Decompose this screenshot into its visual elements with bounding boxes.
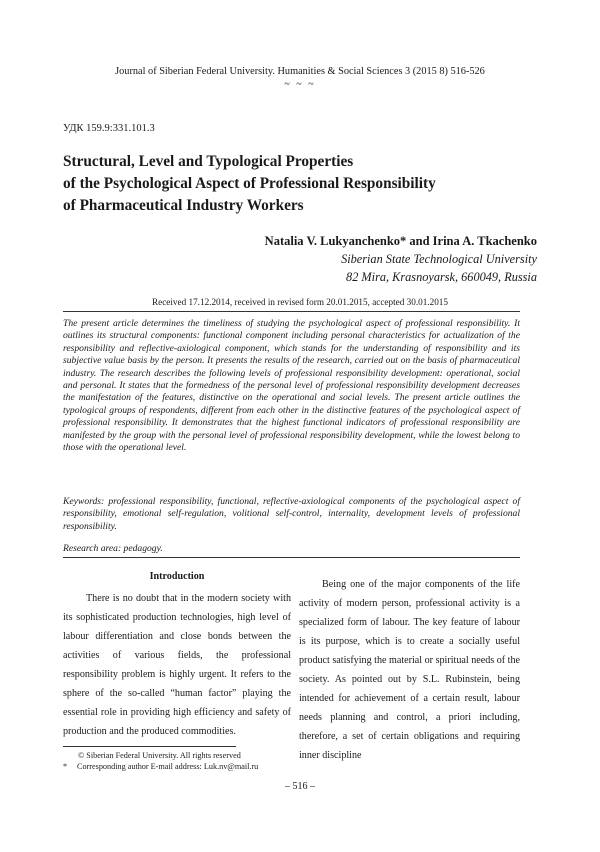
affiliation-address: 82 Mira, Krasnoyarsk, 660049, Russia — [346, 270, 537, 284]
corresponding-footnote — [63, 762, 258, 771]
right-column-paragraph: Being one of the major components of the life activity of modern person, professional activity is a specialized form of labour. The key feature of labour is its purpose, which is to create a socially useful product satisfying the material or spiritual needs of the society. As pointed out by S.L. Rubinstein, being intended for achievement of a certain result, labour needs planning and control, a priori including, therefore, a set of certain obligations and requiring inner discipline — [299, 579, 520, 761]
right-column — [299, 575, 520, 765]
copyright-footnote: © Siberian Federal University. All rights reserved — [78, 751, 241, 760]
journal-header: Journal of Siberian Federal University. Humanities & Social Sciences 3 (2015 8) 516-526 — [115, 66, 485, 77]
keywords: Keywords: professional responsibility, functional, reflective-axiological components of the psychological aspect of responsibility, emotional self-regulation, volitional self-control, internality, development levels of professional responsibility. — [63, 496, 520, 532]
article-title — [63, 151, 543, 217]
corresponding-email: Corresponding author E-mail address: Luk.nv@mail.ru — [77, 762, 259, 771]
footnote-star: * — [63, 762, 68, 771]
abstract-bottom-rule — [63, 557, 520, 558]
received-dates: Received 17.12.2014, received in revised form 20.01.2015, accepted 30.01.2015 — [152, 297, 448, 307]
abstract: The present article determines the timeliness of studying the psychological aspect of professional responsibility. It outlines its structural components: functional component including personal characteristics for actualization of the responsibility and reflective-axiological component, which stands for the understanding of responsibility and its subjective value basis by the person. It presents the results of the research, carried out on the basis of pharmaceutical industry. The research describes the following levels of professional responsibility development: operational, social and personal. It states that the formedness of the personal level of professional responsibility development decreases the manifestation of the features, distinctive on the operational and social levels. The present article outlines the typological groups of respondents, different from each other in the distinctive features of the psychological aspect of professional responsibility. It demonstrates that the highest functional indicators of professional responsibility are manifested by the group with the personal level of professional responsibility development, while the lowest belong to those with the operational level. — [63, 318, 520, 454]
udk-code: УДК 159.9:331.101.3 — [63, 123, 155, 134]
abstract-top-rule — [63, 311, 520, 312]
affiliation-institution: Siberian State Technological University — [341, 252, 537, 266]
introduction-heading: Introduction — [149, 571, 205, 582]
title-line-2: of the Psychological Aspect of Professional Responsibility — [63, 175, 436, 192]
left-column-paragraph: There is no doubt that in the modern society with its sophisticated production technologies, high level of labour differentiation and close bonds between the activities of various fields, the professional responsibility problem is highly urgent. It refers to the sphere of the so-called “human factor” playing the essential role in providing high efficiency and safety of production and the produced commodities. — [63, 593, 291, 737]
footnote-rule — [63, 746, 236, 747]
authors: Natalia V. Lukyanchenko* and Irina A. Tkachenko — [264, 234, 537, 248]
left-column — [63, 589, 291, 741]
title-line-1: Structural, Level and Typological Properties — [63, 153, 354, 170]
page-number: – 516 – — [285, 781, 315, 792]
title-line-3: of Pharmaceutical Industry Workers — [63, 197, 304, 214]
header-separator: ~ ~ ~ — [284, 79, 316, 90]
research-area: Research area: pedagogy. — [63, 543, 163, 554]
